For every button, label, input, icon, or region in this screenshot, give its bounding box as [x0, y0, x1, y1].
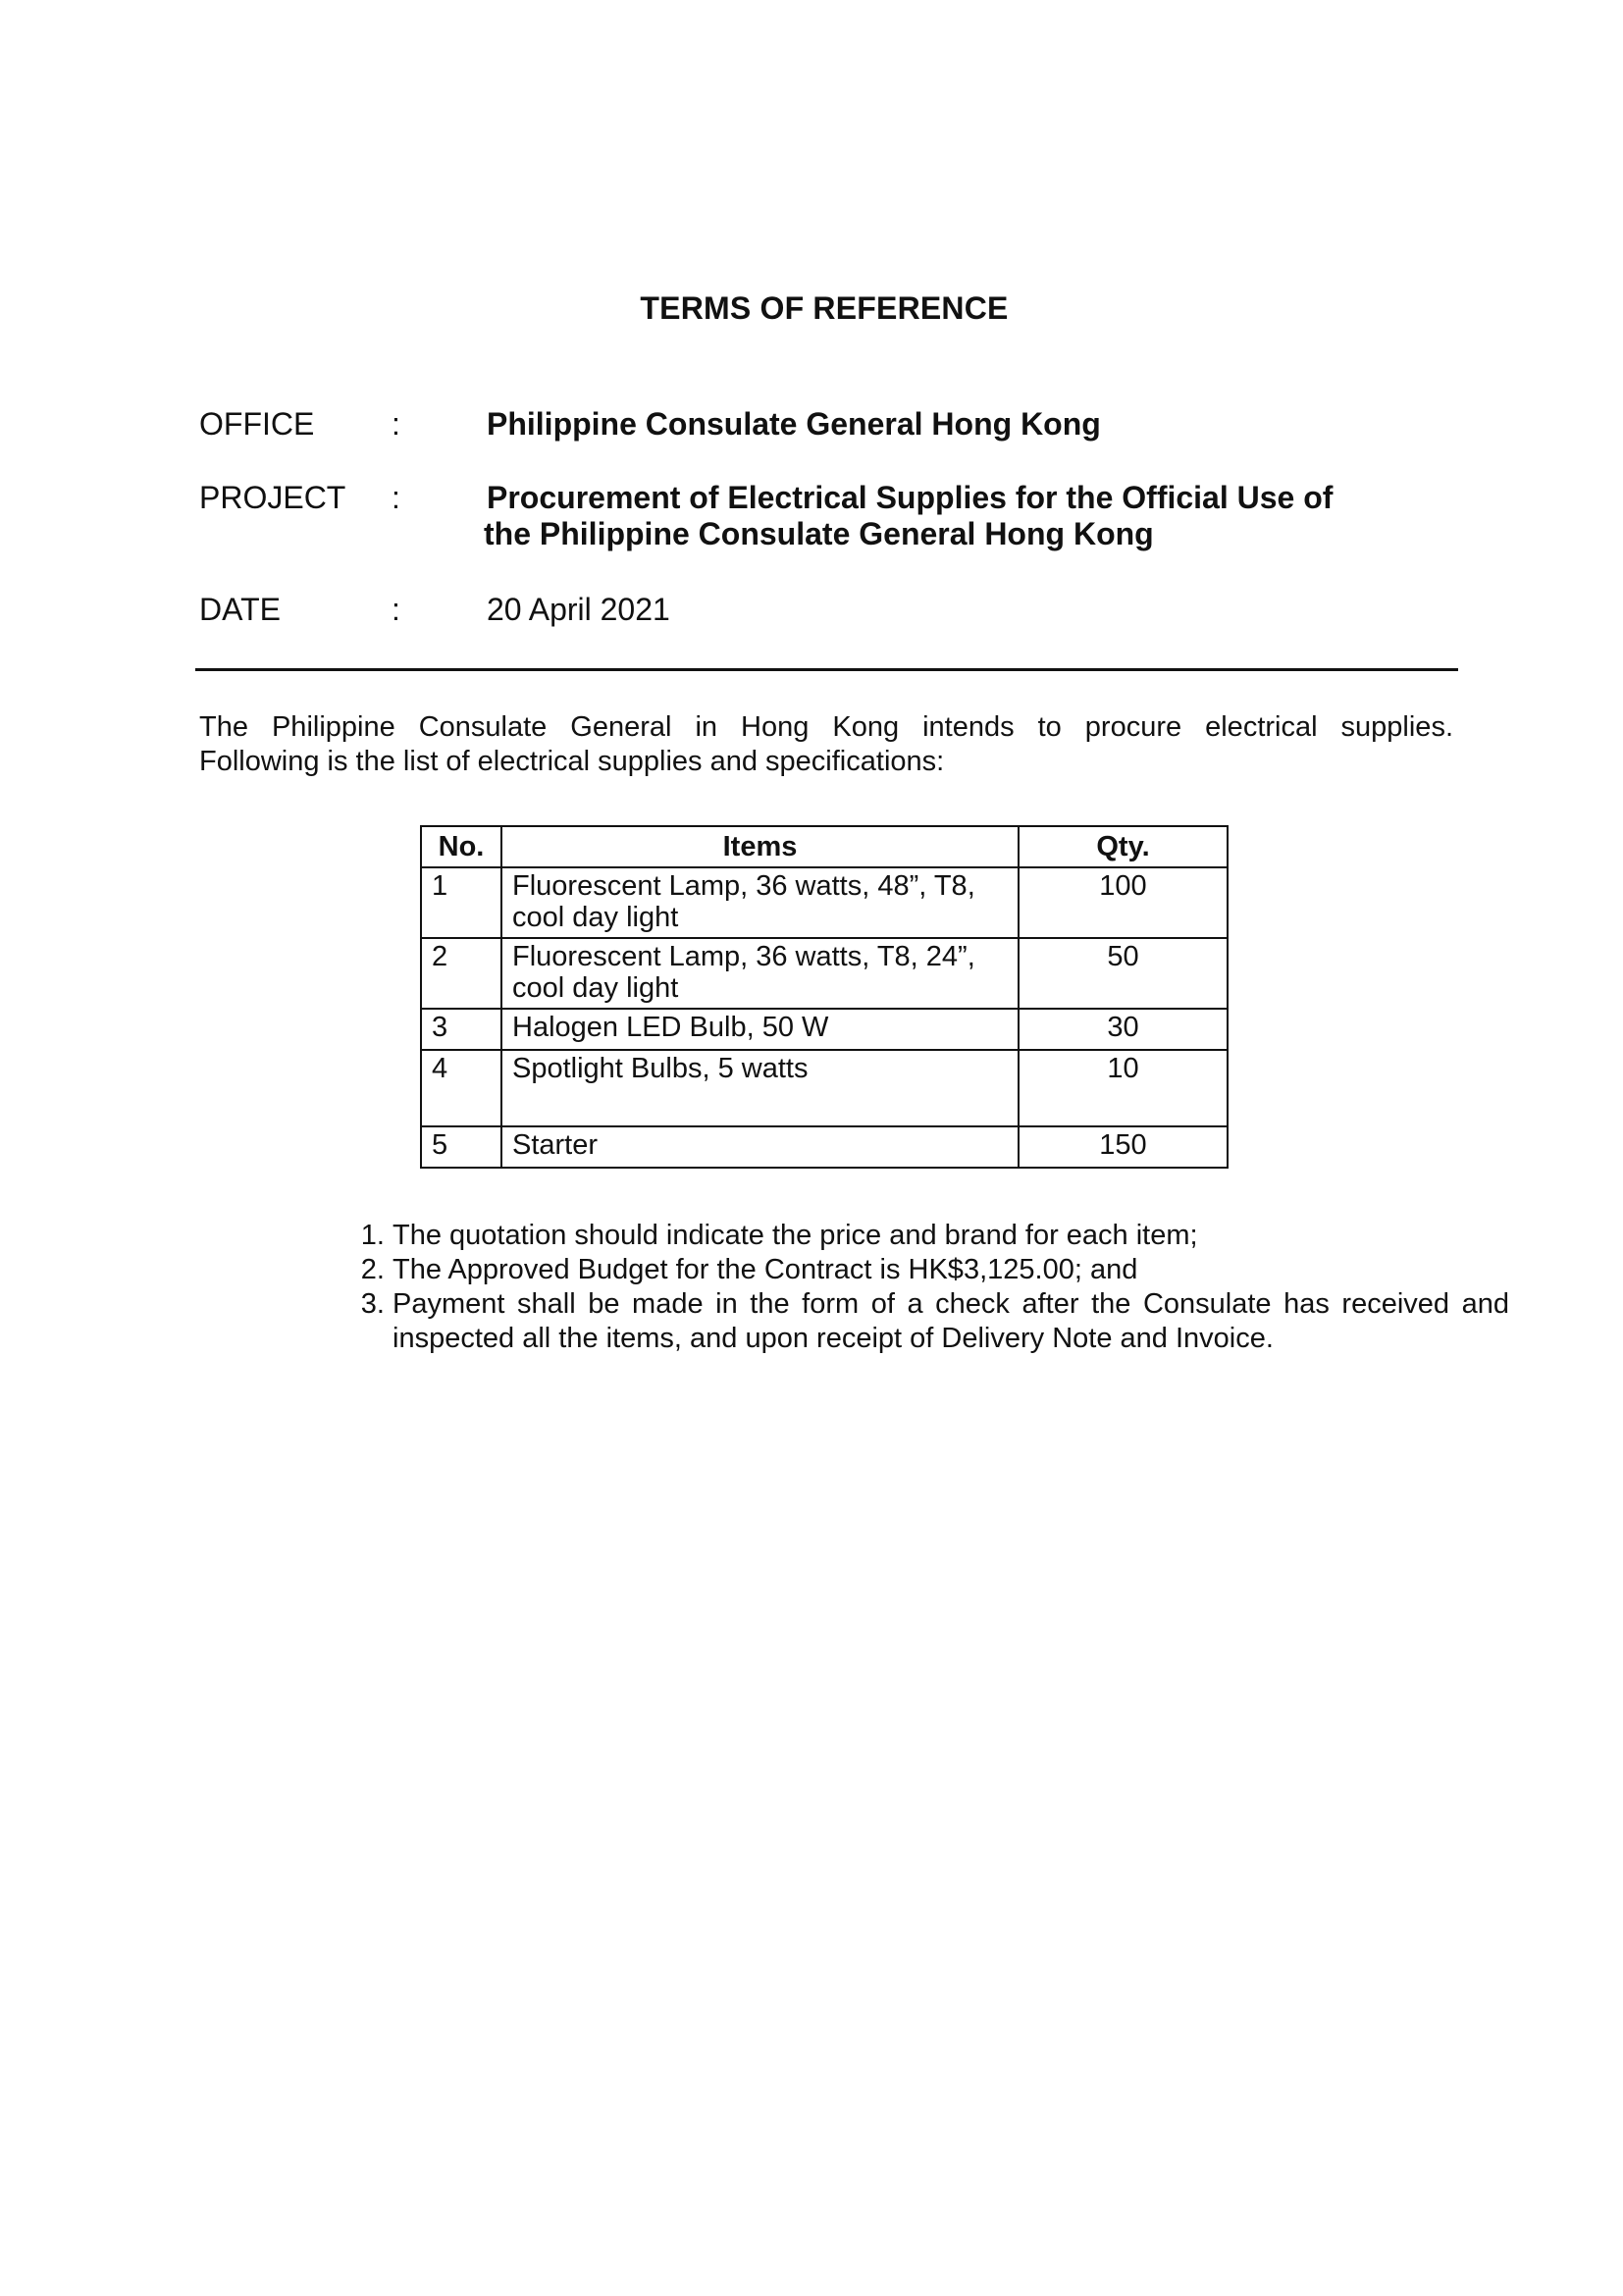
- project-separator: :: [392, 480, 400, 515]
- intro-line-2: Following is the list of electrical supplies and specifications:: [199, 746, 945, 777]
- office-label: OFFICE: [199, 406, 315, 442]
- header-items: Items: [501, 826, 1019, 867]
- table-row: [421, 1009, 1228, 1050]
- header-divider: [195, 668, 1458, 671]
- row-number: 2: [421, 938, 501, 1009]
- date-value: 20 April 2021: [487, 592, 670, 627]
- header-no: No.: [421, 826, 501, 867]
- office-separator: :: [392, 406, 400, 442]
- terms-list: [340, 1219, 1509, 1356]
- row-qty: 50: [1019, 938, 1228, 1009]
- intro-paragraph: [199, 710, 1453, 779]
- row-item-line1: Fluorescent Lamp, 36 watts, T8, 24”,: [512, 941, 975, 972]
- table-header-row: [421, 826, 1228, 867]
- row-number: 4: [421, 1050, 501, 1126]
- row-qty: 30: [1019, 1009, 1228, 1050]
- row-number: 1: [421, 867, 501, 938]
- table-row: [421, 938, 1228, 1009]
- terms-list-item: 3. Payment shall be made in the form of a check after the Consulate has received and inspected all the items, and upon receipt of Delivery Note and Invoice.: [393, 1287, 1509, 1356]
- supplies-table: [420, 825, 1229, 1169]
- row-number: 5: [421, 1126, 501, 1168]
- row-item: Spotlight Bulbs, 5 watts: [501, 1050, 1019, 1126]
- row-item-line2: cool day light: [512, 972, 679, 1004]
- document-title: TERMS OF REFERENCE: [640, 290, 1009, 326]
- table-row: [421, 1126, 1228, 1168]
- terms-list-item: 1. The quotation should indicate the price and brand for each item;: [393, 1219, 1509, 1253]
- row-qty: 100: [1019, 867, 1228, 938]
- date-label: DATE: [199, 592, 281, 627]
- date-separator: :: [392, 592, 400, 627]
- row-qty: 10: [1019, 1050, 1228, 1126]
- row-item-line2: cool day light: [512, 902, 679, 933]
- terms-list-item: 2. The Approved Budget for the Contract is HK$3,125.00; and: [393, 1253, 1509, 1287]
- table-row: [421, 867, 1228, 938]
- header-qty: Qty.: [1019, 826, 1228, 867]
- row-item-line1: Fluorescent Lamp, 36 watts, 48”, T8,: [512, 870, 975, 902]
- row-number: 3: [421, 1009, 501, 1050]
- project-value-line1: Procurement of Electrical Supplies for the Official Use of: [487, 480, 1334, 515]
- row-qty: 150: [1019, 1126, 1228, 1168]
- office-value: Philippine Consulate General Hong Kong: [487, 406, 1101, 442]
- row-item: [501, 867, 1019, 938]
- intro-line-1: The Philippine Consulate General in Hong Kong intends to procure electrical supplies.: [199, 711, 1453, 743]
- row-item: Starter: [501, 1126, 1019, 1168]
- table-row: [421, 1050, 1228, 1126]
- row-item: Halogen LED Bulb, 50 W: [501, 1009, 1019, 1050]
- project-value-line2: the Philippine Consulate General Hong Kong: [484, 516, 1154, 551]
- project-label: PROJECT: [199, 480, 346, 515]
- row-item: [501, 938, 1019, 1009]
